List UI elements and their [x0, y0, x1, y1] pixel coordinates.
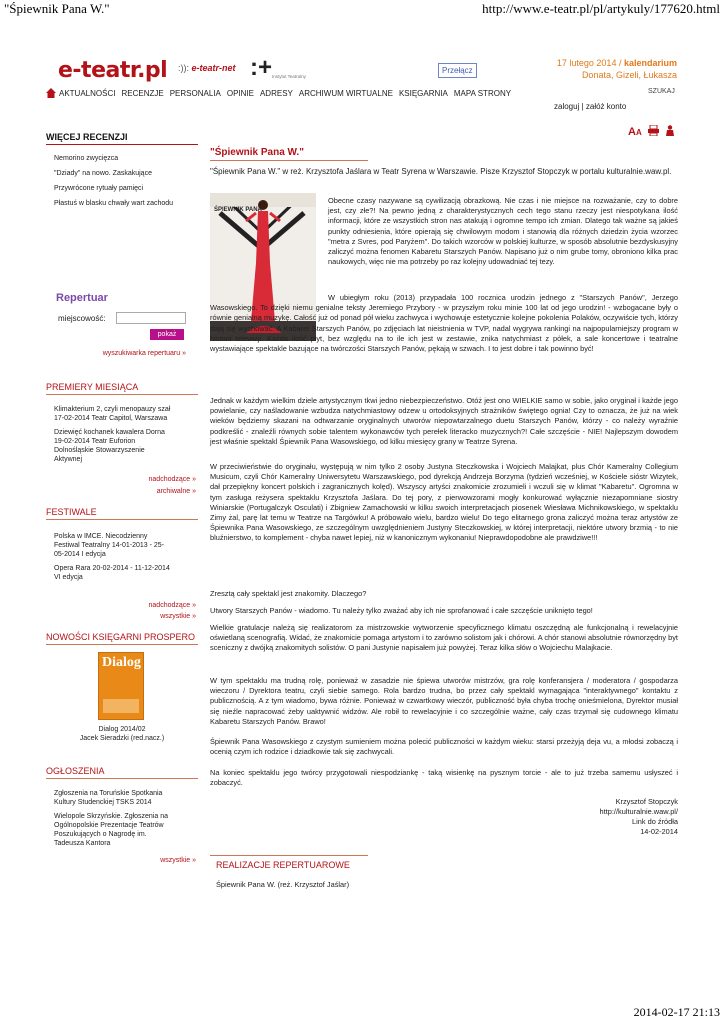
book-cover-title: Dialog: [102, 655, 141, 670]
namedays: Donata, Gizeli, Łukasza: [581, 70, 677, 80]
premieres-upcoming-link[interactable]: nadchodzące »: [148, 476, 196, 483]
show-button[interactable]: pokaż: [150, 329, 184, 340]
print-timestamp: 2014-02-17 21:13: [633, 1005, 720, 1019]
person-icon[interactable]: [665, 125, 675, 138]
article-paragraph: Wielkie gratulacje należą się realizatorom za mistrzowskie wytworzenie specyficznego klimatu oszczędną ale funkcjonalną i rewelacyjnie oświetlaną scenografią. Widać, że znakomicie pomaga artystom i to zarówno solistom jak i chórowi. A chór stanowi absolutnie równorzędny byt sceniczny z dwójką znakomitych solistów. O pani Justynie napisałem już powyżej. Teraz kilka słów o Wojciechu Malajkacie.: [210, 623, 678, 653]
repertuar-search-link[interactable]: wyszukiwarka repertuaru »: [102, 350, 186, 357]
nav-recenzje[interactable]: RECENZJE: [121, 88, 164, 98]
article-paragraph: Obecne czasy nazywane są cywilizacją obrazkową. Nie czas i nie miejsce na rozważanie, czy to dobre jest, czy złe?! Na pewno jedną z charakterystycznych cech tego stanu rzeczy jest niespotykana ilość informacji, które ze wszystkich stron nas atakują i ogromne tempo ich zmian. Dlatego tak ważne są jakieś punkty odniesienia, które opierają się chwilowym modom i stanowią dla różnych dziedzin życia wzorzec "metra z Svres, pod Paryżem". Do takich wzorców w polskiej kulturze, w sposób absolutnie bezdyskusyjny zaliczyć można fenomen Kabaretu Starszych Panów. Napisano już o nim grube tomy, obroniono kilka prac naukowych, więc nie ma potrzeby po raz kolejny udowadniać tej tezy.: [328, 196, 678, 267]
article-paragraph: W przeciwieństwie do oryginału, występują w nim tylko 2 osoby Justyna Steczkowska i Wojciech Malajkat, plus Chór Kameralny Collegium Musicum, czyli Chór Kameralny Uniwersytetu Warszawskiego, pod dyrekcją Andrzeja Borzyma (tydzień wcześniej, w Kościele sióstr Wizytek, dał przepiękny koncert polskich i zagranicznych kolęd). Wszyscy artyści znakomicie zrozumieli i wczuli się w klimat "Kabaretu". Ogromna w tym zasługa reżysera spektaklu Krzysztofa Jaślara. Do tej pory, z pierwowzorami mogły konkurować wyłącznie niezapomniane siostry Winiarskie (Portugalczyk Osculati) i Zbigniew Zamachowski w kilku swoich interpretacjach piosenek Wiesława Michnikowskiego, w spektaklu Zimy żal, parę lat temu w Teatrze na Targówku! A próbowało wielu, bardzo wielu! Do tego elitarnego grona zaliczyć można teraz artystów ze Śpiewnika Pana Wasowskiego, ze szczególnym uwzględnieniem Justyny Steczkowskiej, w której interpretacji, niektóre utwory brzmią - to nie bluźnierstwo, to komplement - chyba nawet lepiej, niż w kanonicznym wykonaniu! Nieprawdopodobne ale prawdziwe!!!: [210, 462, 678, 543]
article-title: "Śpiewnik Pana W.": [210, 147, 304, 158]
premieres-section: [46, 382, 198, 465]
calendar-link[interactable]: kalendarium: [623, 58, 677, 68]
ad-item[interactable]: Zgłoszenia na Toruńskie Spotkania Kultury Studenckiej TSKS 2014: [54, 790, 163, 806]
article-paragraph: Na koniec spektaklu jego twórcy przygotowali niespodziankę - taką wisienkę na pysznym torcie - ale to już trzeba samemu usłyszeć i zobaczyć.: [210, 768, 678, 788]
nav-aktualnosci[interactable]: AKTUALNOŚCI: [59, 88, 116, 98]
premieres-archive-link[interactable]: archiwalne »: [156, 488, 196, 495]
book-cover-image[interactable]: [98, 652, 144, 720]
instytut-label: Instytut Teatralny: [272, 74, 306, 79]
current-date: 17 lutego 2014 /: [556, 58, 622, 68]
article-lead: "Śpiewnik Pana W." w reż. Krzysztofa Jaślara w Teatr Syrena w Warszawie. Pisze Krzysztof Stopczyk w portalu kulturalnie.waw.pl.: [210, 167, 672, 176]
realizations-title: REALIZACJE REPERTUAROWE: [216, 860, 350, 870]
repertuar-title: Repertuar: [56, 292, 108, 304]
festival-item[interactable]: Polska w IMCE. Niecodzienny Festiwal Teatralny 14-01-2013 - 25-05-2014 I edycja: [54, 533, 164, 558]
search-link[interactable]: SZUKAJ: [648, 88, 675, 95]
e-teatr-net-label: e-teatr-net: [191, 63, 236, 73]
premiere-item[interactable]: Dziewięć kochanek kawalera Dorna 19-02-2014 Teatr Euforion Dolnośląskie Stowarzyszenie Aktywnej: [54, 429, 165, 463]
instytut-mark: :+: [250, 54, 273, 81]
realization-link[interactable]: Śpiewnik Pana W. (reż. Krzysztof Jaślar): [216, 880, 350, 889]
article-paragraph: W tym spektaklu ma trudną rolę, ponieważ w zasadzie nie śpiewa utworów mistrzów, gra rolę konferansjera / moderatora / gospodarza wieczoru / Dyrektora teatru, czyli siebie samego. Rola bardzo trudna, bo przez cały spektakl wymagająca "interaktywnego" kontaktu z publicznością. A z tym wiadomo, bywa różnie. Ponieważ w czwartkowy wieczór, publiczność była chyba trochę onieśmielona, Dyrektor musiał się nieźle napracować żeby uaktywnić widzów. Ale robił to rewelacyjnie i co szczególnie ważne, cały czas trzymał się cudownego klimatu Kabaretu Starszych Panów. Brawo!: [210, 676, 678, 726]
signature-date: 14-02-2014: [640, 827, 678, 836]
festivals-upcoming-link[interactable]: nadchodzące »: [148, 602, 196, 609]
bookstore-section: [46, 632, 198, 645]
book-title: Dialog 2014/02: [98, 726, 146, 733]
nav-adresy[interactable]: ADRESY: [259, 88, 293, 98]
signature-author: Krzysztof Stopczyk: [615, 797, 678, 806]
more-reviews-title: WIĘCEJ RECENZJI: [46, 132, 198, 145]
date-box: [500, 57, 677, 81]
festivals-section: [46, 507, 198, 596]
print-page-title: "Śpiewnik Pana W.": [4, 1, 110, 16]
review-link[interactable]: Nemorino zwycięzca: [54, 155, 119, 162]
nav-opinie[interactable]: OPINIE: [226, 88, 254, 98]
book-author: Jacek Sieradzki (red.nacz.): [79, 735, 165, 742]
switch-button[interactable]: Przełącz: [438, 63, 477, 78]
book-info[interactable]: [46, 725, 198, 743]
nav-mapa-strony[interactable]: MAPA STRONY: [453, 88, 512, 98]
review-link[interactable]: "Dziady" na nowo. Zaskakujące: [54, 170, 152, 177]
signature-source-link[interactable]: Link do źródła: [631, 817, 678, 826]
festival-item[interactable]: Opera Rara 20-02-2014 - 11-12-2014 VI edycja: [54, 565, 170, 581]
ads-section: [46, 766, 198, 853]
article-paragraph: Zresztą cały spektakl jest znakomity. Dlaczego?: [210, 589, 367, 598]
login-links[interactable]: zaloguj | załóż konto: [554, 102, 627, 111]
article-tools: [628, 125, 675, 138]
city-label: miejscowość:: [58, 314, 106, 323]
festivals-title: FESTIWALE: [46, 507, 198, 520]
review-link[interactable]: Przywrócone rytuały pamięci: [54, 185, 144, 192]
main-nav: [46, 88, 517, 98]
article-paragraph: Jednak w każdym wielkim dziele artystycznym tkwi jedno niebezpieczeństwo. Otóż jest ono WIELKIE samo w sobie, jako oryginał i każde jego powielanie, czy naśladowanie wzbudza natychmiastowy odzew u ortodoksyjnych strażników świętego ognia! Czy to oznacza, że już na wiek wieków będziemy skazani na odtwarzanie oryginalnych utworów niepowtarzalnego duetu Starszych Panów, którzy - co należy wyraźnie podkreślić - znaleźli równych sobie talentem wykonawców tych perełek literacko muzycznych?! Całe szczęście - NIE! Najlepszym dowodem jest właśnie spektakl Śpiewnik Pana Wasowskiego, od kilku miesięcy grany w Teatrze Syrena.: [210, 396, 678, 446]
article-paragraph: Utwory Starszych Panów - wiadomo. Tu należy tylko zważać aby ich nie sprofanować i całe szczęście uniknięto tego!: [210, 606, 593, 615]
nav-ksiegarnia[interactable]: KSIĘGARNIA: [398, 88, 448, 98]
realizations-divider: [210, 855, 368, 856]
nav-personalia[interactable]: PERSONALIA: [169, 88, 221, 98]
article-paragraph: W ubiegłym roku (2013) przypadała 100 rocznica urodzin jednego z "Starszych Panów", Jerzego Wasowskiego. To dzięki niemu genialne teksty Jeremiego Przybory - w przyszłym roku minie 100 lat od jego urodzin! - wzbogacane były o równie genialną muzykę. Całość już od ponad pół wieku zachwyca i wychowuje estetycznie kolejne pokolenia Polaków, oczywiście tych, którzy dają się wychować. A Kabaret Starszych Panów, po zdjęciach lat nieistnienia w TVP, nadal wygrywa rankingi na najpopularniejszy program w historii telewizji. Każda ilość płyt, bez względu na to ile ich jest w zestawie, znika natychmiast z półek, a sale koncertowe i teatralne wystawiające spektakle bazujące na twórczości Starszych Panów, pękają w szwach. I to jest dobre i tak powinno być!: [210, 293, 678, 354]
more-reviews: [46, 132, 198, 214]
nav-archiwum[interactable]: ARCHIWUM WIRTUALNE: [298, 88, 393, 98]
review-link[interactable]: Płastuś w blasku chwały wart zachodu: [54, 200, 174, 207]
print-url: http://www.e-teatr.pl/pl/artykuly/177620.html: [482, 1, 720, 16]
photo-caption: ŚPIEWNIK PANA: [214, 207, 262, 213]
signature-source-url[interactable]: http://kulturalnie.waw.pl/: [599, 807, 678, 816]
font-size-icon[interactable]: AA: [628, 126, 642, 138]
city-input[interactable]: [116, 312, 186, 324]
home-icon[interactable]: [46, 88, 55, 98]
premieres-title: PREMIERY MIESIĄCA: [46, 382, 198, 395]
site-logo[interactable]: e-teatr.pl: [58, 58, 168, 83]
article-paragraph: Śpiewnik Pana Wasowskiego z czystym sumieniem można polecić publiczności w każdym wieku: starsi przeżyją deja vu, a młodsi zobaczą i ocenią czym ich rodzice i dziadkowie tak się zachwycali.: [210, 737, 678, 757]
ads-title: OGŁOSZENIA: [46, 766, 198, 779]
e-teatr-net-logo[interactable]: [178, 63, 236, 73]
print-icon[interactable]: [648, 125, 659, 138]
e-teatr-net-prefix: :)):: [178, 63, 189, 73]
instytut-teatralny-logo[interactable]: [250, 54, 320, 85]
festivals-all-link[interactable]: wszystkie »: [160, 613, 196, 620]
title-divider: [210, 160, 368, 161]
premiere-item[interactable]: Klimakterium 2, czyli menopauzy szał 17-02-2014 Teatr Capitol, Warszawa: [54, 406, 171, 422]
ad-item[interactable]: Wielopole Skrzyńskie. Zgłoszenia na Ogólnopolskie Prezentacje Teatrów Poszukujących o Nagrodę im. Tadeusza Kantora: [54, 813, 168, 847]
bookstore-title: NOWOŚCI KSIĘGARNI PROSPERO: [46, 632, 198, 645]
ads-all-link[interactable]: wszystkie »: [160, 857, 196, 864]
